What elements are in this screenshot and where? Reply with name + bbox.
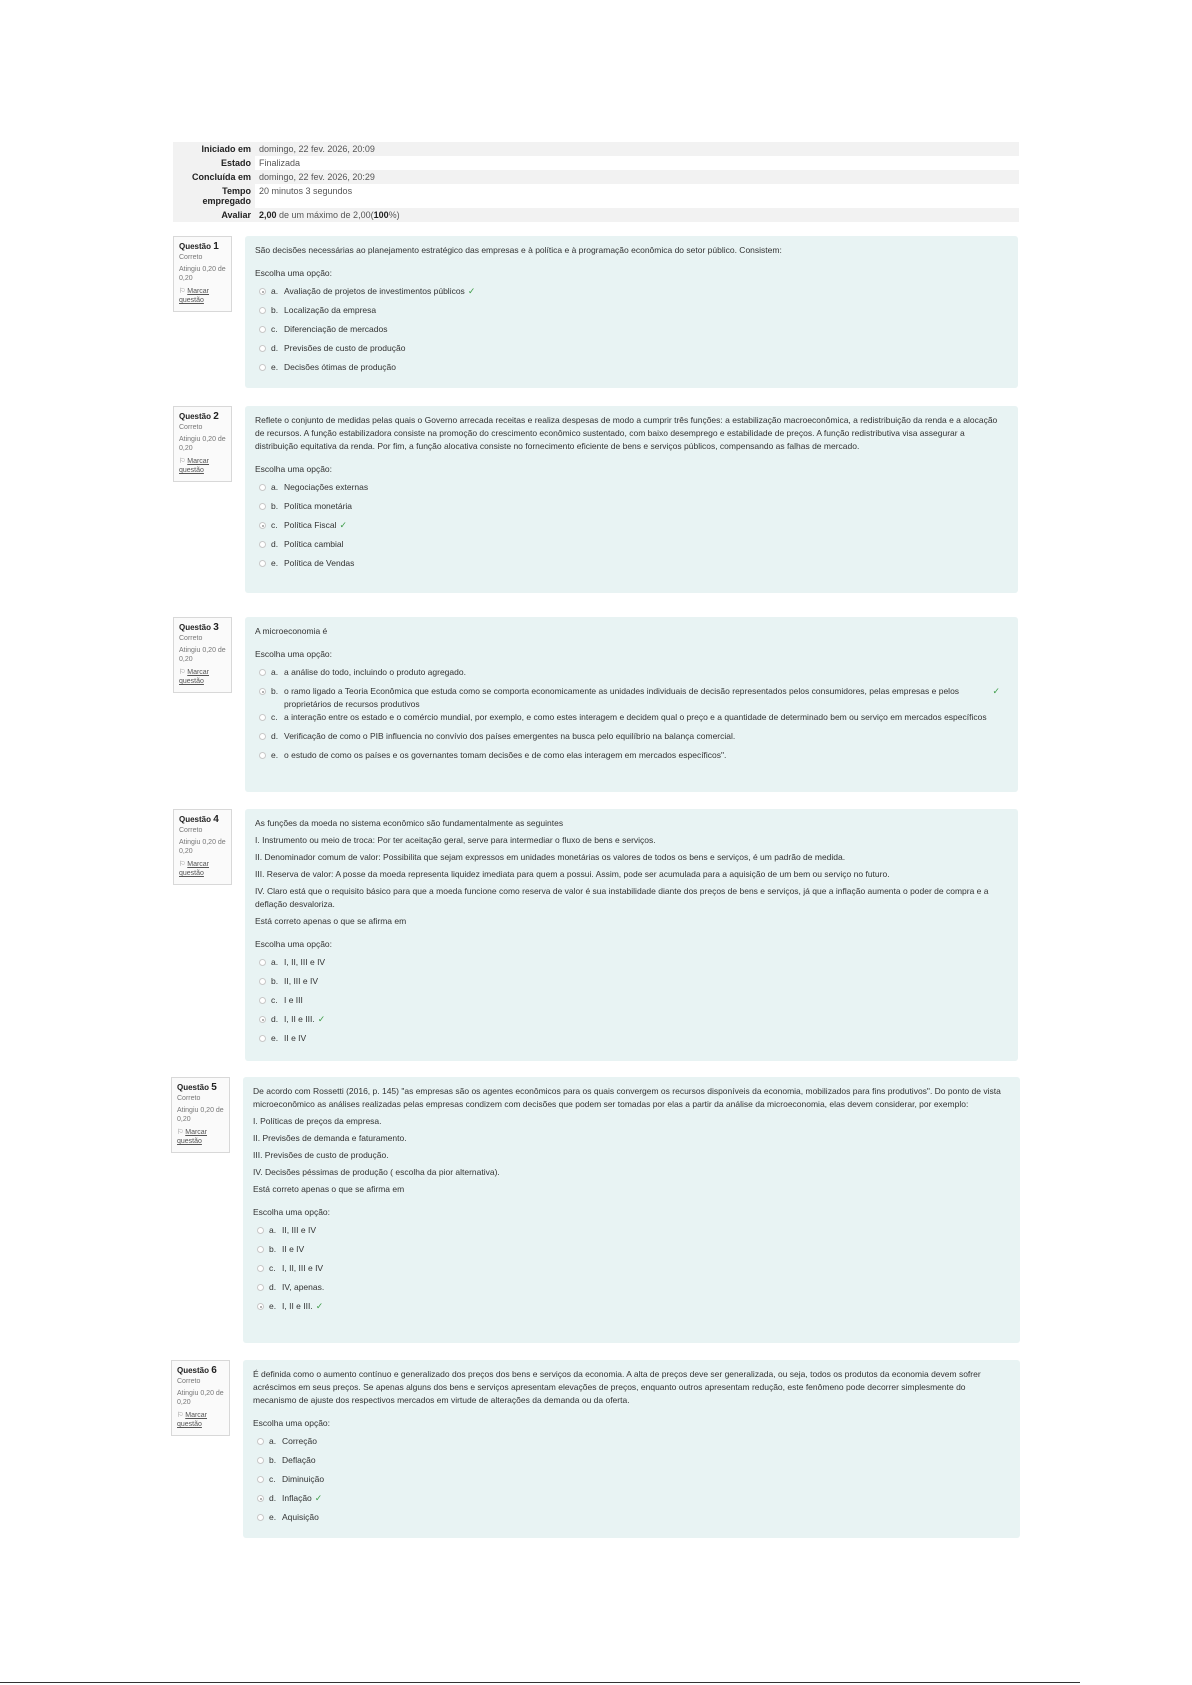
question-mark: Atingiu 0,20 de 0,20	[179, 839, 226, 855]
option-label: II, III e IV	[282, 1225, 317, 1235]
question-paragraph: De acordo com Rossetti (2016, p. 145) "as empresas são os agentes econômicos para os quais convergem os recursos disponíveis da economia, mobilizados para fins produtivos". Do ponto de vista microeconômico as análises realizadas pelas empresas condizem com decisões que podem ser tomadas por elas a partir da análise da microeconomia, elas devem considerar, por exemplo:	[253, 1086, 1001, 1109]
question-paragraph: As funções da moeda no sistema econômico são fundamentalmente as seguintes	[255, 818, 564, 828]
option-label: I e III	[284, 995, 303, 1005]
option-letter: e.	[269, 1512, 277, 1522]
flag-icon: ⚐	[177, 1412, 184, 1419]
answer-option[interactable]	[255, 304, 1008, 323]
option-text	[282, 1224, 1010, 1237]
option-label: Deflação	[282, 1455, 316, 1465]
question-word: Questão	[177, 1366, 210, 1375]
option-text	[284, 500, 1008, 513]
answer-options	[255, 285, 1008, 380]
radio-button[interactable]	[259, 307, 266, 314]
answer-prompt: Escolha uma opção:	[255, 268, 333, 278]
answer-prompt: Escolha uma opção:	[255, 649, 333, 659]
radio-button[interactable]	[257, 1476, 264, 1483]
answer-prompt: Escolha uma opção:	[255, 464, 333, 474]
question-text	[255, 625, 1008, 638]
question-number-value: 1	[213, 241, 219, 252]
attempt-summary-table	[173, 142, 1019, 222]
correct-check-icon: ✓	[314, 1493, 323, 1503]
option-label: Verificação de como o PIB influencia no convívio dos países emergentes na busca pelo equilíbrio na balança comercial.	[284, 731, 736, 741]
radio-button[interactable]	[257, 1265, 264, 1272]
option-text	[282, 1300, 1010, 1313]
flag-icon: ⚐	[179, 458, 186, 465]
radio-button[interactable]	[257, 1227, 264, 1234]
correct-check-icon: ✓	[992, 686, 1000, 696]
option-letter: c.	[271, 995, 278, 1005]
grade-percent: 100	[373, 210, 389, 220]
option-letter: a.	[271, 286, 279, 296]
radio-button[interactable]	[259, 997, 266, 1004]
option-letter: a.	[269, 1225, 277, 1235]
radio-button[interactable]	[259, 978, 266, 985]
question-info-4	[173, 809, 232, 885]
option-label: IV, apenas.	[282, 1282, 325, 1292]
question-paragraph: Está correto apenas o que se afirma em	[255, 916, 407, 926]
question-paragraph: IV. Decisões péssimas de produção ( escolha da pior alternativa).	[253, 1167, 500, 1177]
question-state: Correto	[179, 635, 203, 642]
option-letter: e.	[271, 1033, 279, 1043]
question-content-4	[245, 809, 1018, 1061]
option-letter: c.	[271, 324, 278, 334]
question-text	[253, 1085, 1010, 1196]
option-letter: d.	[269, 1282, 277, 1292]
answer-prompt: Escolha uma opção:	[253, 1418, 331, 1428]
option-label: Política Fiscal	[284, 520, 337, 530]
option-label: a interação entre os estado e o comércio mundial, por exemplo, e como estes interagem e decidem qual o preço e a quantidade de determinado bem ou serviço em mercados específicos	[284, 712, 987, 722]
question-paragraph: II. Previsões de demanda e faturamento.	[253, 1133, 407, 1143]
answer-option[interactable]	[253, 1224, 1010, 1243]
answer-option[interactable]	[253, 1243, 1010, 1262]
option-letter: e.	[269, 1301, 277, 1311]
option-letter: c.	[271, 712, 278, 722]
option-label: I, II, III e IV	[282, 1263, 324, 1273]
question-content-5	[243, 1077, 1020, 1343]
question-state: Correto	[177, 1095, 201, 1102]
question-paragraph: A microeconomia é	[255, 626, 328, 636]
option-text	[284, 956, 1008, 969]
question-paragraph: II. Denominador comum de valor: Possibilita que sejam expressos em unidades monetárias os valores de todos os bens e serviços, é um padrão de medida.	[255, 852, 846, 862]
radio-button[interactable]	[257, 1246, 264, 1253]
option-label: Decisões ótimas de produção	[284, 362, 396, 372]
correct-check-icon: ✓	[339, 520, 347, 530]
question-info-3	[173, 617, 232, 693]
option-text	[284, 730, 1008, 743]
answer-prompt: Escolha uma opção:	[253, 1207, 331, 1217]
option-text	[282, 1492, 1010, 1505]
option-letter: e.	[271, 558, 279, 568]
question-number	[177, 1083, 224, 1092]
radio-button[interactable]	[259, 326, 266, 333]
question-mark: Atingiu 0,20 de 0,20	[177, 1390, 224, 1406]
summary-label: Estado	[173, 156, 255, 170]
option-label: Política de Vendas	[284, 558, 355, 568]
question-mark: Atingiu 0,20 de 0,20	[179, 436, 226, 452]
option-text	[284, 285, 1008, 298]
radio-button[interactable]	[259, 364, 266, 371]
question-word: Questão	[179, 815, 212, 824]
question-number-value: 6	[211, 1365, 217, 1376]
question-number-value: 2	[213, 411, 219, 422]
question-text	[255, 817, 1008, 928]
question-paragraph: I. Políticas de preços da empresa.	[253, 1116, 382, 1126]
answer-option[interactable]	[255, 538, 1008, 557]
option-text	[284, 481, 1008, 494]
radio-button[interactable]	[259, 541, 266, 548]
question-number-value: 4	[213, 814, 219, 825]
option-letter: b.	[271, 305, 279, 315]
question-state: Correto	[179, 827, 203, 834]
option-letter: c.	[269, 1474, 276, 1484]
answer-options	[253, 1435, 1010, 1530]
question-word: Questão	[179, 412, 212, 421]
question-text	[253, 1368, 1010, 1407]
radio-button[interactable]	[259, 484, 266, 491]
flag-question-link[interactable]	[179, 668, 226, 686]
flag-question-label[interactable]: Marcar questão	[179, 861, 210, 877]
option-label: Política monetária	[284, 501, 353, 511]
summary-value: domingo, 22 fev. 2026, 20:29	[255, 170, 1019, 184]
answer-option[interactable]	[255, 500, 1008, 519]
question-paragraph: I. Instrumento ou meio de troca: Por ter aceitação geral, serve para intermediar o fluxo de bens e serviços.	[255, 835, 656, 845]
question-mark: Atingiu 0,20 de 0,20	[179, 647, 226, 663]
question-paragraph: IV. Claro está que o requisito básico para que a moeda funcione como reserva de valor é sua instabilidade diante dos preços de bens e serviços, já que a inflação aumenta o poder de compra e a deflação desvaloriza.	[255, 886, 989, 909]
answer-option[interactable]	[255, 361, 1008, 380]
radio-button[interactable]	[259, 288, 266, 295]
option-label: I, II, III e IV	[284, 957, 326, 967]
option-label: Correção	[282, 1436, 317, 1446]
answer-option[interactable]	[255, 519, 1008, 538]
option-label: Política cambial	[284, 539, 344, 549]
flag-question-label[interactable]: Marcar questão	[179, 458, 210, 474]
question-text	[255, 414, 1008, 453]
question-word: Questão	[177, 1083, 210, 1092]
summary-label: Iniciado em	[173, 142, 255, 156]
answer-option[interactable]	[253, 1281, 1010, 1300]
option-letter: a.	[269, 1436, 277, 1446]
answer-option[interactable]	[253, 1473, 1010, 1492]
question-mark: Atingiu 0,20 de 0,20	[179, 266, 226, 282]
question-mark: Atingiu 0,20 de 0,20	[177, 1107, 224, 1123]
answer-option[interactable]	[255, 749, 1008, 768]
summary-label: Tempo empregado	[173, 184, 255, 208]
summary-value: 20 minutos 3 segundos	[259, 186, 353, 196]
flag-icon: ⚐	[179, 288, 186, 295]
answer-option[interactable]	[255, 956, 1008, 975]
answer-options	[255, 666, 1008, 768]
answer-option[interactable]	[253, 1300, 1010, 1319]
question-number-value: 5	[211, 1082, 217, 1093]
question-word: Questão	[179, 623, 212, 632]
question-content-3	[245, 617, 1018, 792]
option-label: I, II e III.	[284, 1014, 315, 1024]
option-label: Diferenciação de mercados	[284, 324, 388, 334]
question-number	[179, 242, 226, 251]
question-state: Correto	[179, 254, 203, 261]
option-letter: b.	[271, 686, 279, 696]
question-state: Correto	[179, 424, 203, 431]
summary-row-time	[173, 184, 1019, 208]
question-state: Correto	[177, 1378, 201, 1385]
correct-check-icon: ✓	[467, 286, 476, 296]
option-letter: b.	[271, 976, 279, 986]
answer-option[interactable]	[255, 557, 1008, 576]
option-text	[284, 519, 1008, 532]
option-text	[282, 1262, 1010, 1275]
grade-end: %)	[388, 210, 400, 220]
flag-question-label[interactable]: Marcar questão	[179, 669, 210, 685]
question-content-6	[243, 1360, 1020, 1538]
option-letter: b.	[271, 501, 279, 511]
flag-question-link[interactable]	[179, 860, 226, 878]
correct-check-icon: ✓	[317, 1014, 326, 1024]
flag-icon: ⚐	[177, 1129, 184, 1136]
question-info-2	[173, 406, 232, 482]
summary-row-grade	[173, 208, 1019, 222]
radio-button[interactable]	[259, 1035, 266, 1042]
option-text	[282, 1243, 1010, 1256]
answer-option[interactable]	[255, 481, 1008, 500]
option-text	[284, 1013, 1008, 1026]
option-letter: a.	[271, 482, 279, 492]
answer-option[interactable]	[255, 994, 1008, 1013]
question-number	[179, 412, 226, 421]
flag-question-label[interactable]: Marcar questão	[177, 1129, 208, 1145]
answer-option[interactable]	[253, 1511, 1010, 1530]
grade-max: de um máximo de 2,00(	[276, 210, 374, 220]
option-label: II, III e IV	[284, 976, 319, 986]
option-label: Previsões de custo de produção	[284, 343, 406, 353]
option-text	[284, 975, 1008, 988]
option-text	[284, 323, 1008, 336]
option-text	[282, 1281, 1010, 1294]
option-label: Inflação	[282, 1493, 312, 1503]
radio-button[interactable]	[257, 1457, 264, 1464]
flag-question-link[interactable]	[177, 1411, 224, 1429]
radio-button[interactable]	[259, 959, 266, 966]
question-info-1	[173, 236, 232, 312]
option-label: Aquisição	[282, 1512, 319, 1522]
summary-value	[255, 208, 1019, 222]
answer-option[interactable]	[255, 975, 1008, 994]
radio-button[interactable]	[257, 1303, 264, 1310]
radio-button[interactable]	[257, 1514, 264, 1521]
answer-option[interactable]	[255, 342, 1008, 361]
option-text	[284, 994, 1008, 1007]
question-number	[177, 1366, 224, 1375]
answer-options	[255, 481, 1008, 576]
option-letter: a.	[271, 667, 279, 677]
summary-value: domingo, 22 fev. 2026, 20:09	[255, 142, 1019, 156]
flag-question-label[interactable]: Marcar questão	[177, 1412, 208, 1428]
question-number-value: 3	[213, 622, 219, 633]
option-label: a análise do todo, incluindo o produto agregado.	[284, 667, 466, 677]
option-text	[284, 666, 1008, 679]
summary-value: Finalizada	[259, 158, 301, 168]
grade-value: 2,00	[259, 210, 277, 220]
radio-button[interactable]	[259, 733, 266, 740]
answer-option[interactable]	[255, 685, 1008, 711]
answer-option[interactable]	[255, 285, 1008, 304]
option-letter: d.	[271, 343, 279, 353]
option-label: Localização da empresa	[284, 305, 377, 315]
question-text	[255, 244, 1008, 257]
question-info-5	[171, 1077, 230, 1153]
option-letter: d.	[271, 731, 279, 741]
radio-button[interactable]	[259, 522, 266, 529]
option-text	[282, 1473, 1010, 1486]
question-number	[179, 623, 226, 632]
answer-option[interactable]	[255, 666, 1008, 685]
answer-option[interactable]	[253, 1492, 1010, 1511]
option-label: I, II e III.	[282, 1301, 313, 1311]
question-number	[179, 815, 226, 824]
answer-options	[253, 1224, 1010, 1319]
radio-button[interactable]	[259, 714, 266, 721]
summary-label: Avaliar	[173, 208, 255, 222]
flag-icon: ⚐	[179, 669, 186, 676]
option-text	[282, 1511, 1010, 1524]
question-paragraph: Reflete o conjunto de medidas pelas quais o Governo arrecada receitas e realiza despesas de modo a cumprir três funções: a estabilização macroeconômica, a redistribuição da renda e a alocação de recursos. A função estabilizadora consiste na promoção do crescimento econômico sustentado, com baixo desemprego e estabilidade de preços. A função redistributiva visa assegurar a distribuição equitativa da renda. Por fim, a função alocativa consiste no fornecimento eficiente de bens e serviços públicos, compensando as falhas de mercado.	[255, 415, 998, 451]
answer-options	[255, 956, 1008, 1051]
question-paragraph: III. Previsões de custo de produção.	[253, 1150, 389, 1160]
option-text	[284, 538, 1008, 551]
answer-option[interactable]	[255, 711, 1008, 730]
option-letter: c.	[269, 1263, 276, 1273]
question-info-6	[171, 1360, 230, 1436]
option-text	[284, 361, 1008, 374]
summary-label: Concluída em	[173, 170, 255, 184]
option-label: o ramo ligado a Teoria Econômica que estuda como se comporta economicamente as unidades individuais de decisão representados pelos consumidores, pelas empresas e pelos proprietários de recursos produtivos	[284, 686, 960, 709]
answer-option[interactable]	[255, 323, 1008, 342]
option-letter: d.	[271, 539, 279, 549]
flag-question-label[interactable]: Marcar questão	[179, 288, 210, 304]
option-letter: a.	[271, 957, 279, 967]
answer-prompt: Escolha uma opção:	[255, 939, 333, 949]
question-paragraph: É definida como o aumento contínuo e generalizado dos preços dos bens e serviços da economia. A alta de preços deve ser generalizada, ou seja, todos os produtos da economia devem sofrer acréscimos em seus preços. Se apenas alguns dos bens e serviços apresentam elevações de preços, enquanto outros apresentam redução, este fenômeno pode decorrer simplesmente do mecanismo de ajuste dos respectivos mercados em virtude de alterações da demanda ou da oferta.	[253, 1369, 981, 1405]
flag-icon: ⚐	[179, 861, 186, 868]
radio-button[interactable]	[257, 1438, 264, 1445]
correct-check-icon: ✓	[315, 1301, 324, 1311]
question-paragraph: São decisões necessárias ao planejamento estratégico das empresas e à política e à programação econômica do setor público. Consistem:	[255, 245, 782, 255]
flag-question-link[interactable]	[179, 457, 226, 475]
radio-button[interactable]	[259, 752, 266, 759]
answer-option[interactable]	[253, 1454, 1010, 1473]
option-text	[284, 557, 1008, 570]
flag-question-link[interactable]	[179, 287, 226, 305]
option-text	[284, 342, 1008, 355]
option-text	[284, 304, 1008, 317]
option-text	[284, 749, 1008, 762]
option-letter: d.	[269, 1493, 277, 1503]
option-text	[282, 1454, 1010, 1467]
option-letter: e.	[271, 362, 279, 372]
option-label: II e IV	[282, 1244, 305, 1254]
radio-button[interactable]	[259, 688, 266, 695]
answer-option[interactable]	[253, 1435, 1010, 1454]
option-label: Avaliação de projetos de investimentos públicos	[284, 286, 465, 296]
option-text	[282, 1435, 1010, 1448]
summary-row-completed	[173, 170, 1019, 184]
flag-question-link[interactable]	[177, 1128, 224, 1146]
question-paragraph: III. Reserva de valor: A posse da moeda representa liquidez imediata para quem a possui. Assim, pode ser acumulada para a aquisição de um bem ou serviço no futuro.	[255, 869, 890, 879]
summary-row-started	[173, 142, 1019, 156]
option-label: Negociações externas	[284, 482, 369, 492]
radio-button[interactable]	[259, 669, 266, 676]
page-bottom-divider	[0, 1682, 1080, 1683]
option-label: Diminuição	[282, 1474, 325, 1484]
answer-option[interactable]	[255, 730, 1008, 749]
option-letter: b.	[269, 1244, 277, 1254]
question-paragraph: Está correto apenas o que se afirma em	[253, 1184, 405, 1194]
option-letter: b.	[269, 1455, 277, 1465]
question-word: Questão	[179, 242, 212, 251]
radio-button[interactable]	[257, 1495, 264, 1502]
option-text	[284, 685, 1008, 711]
option-label: o estudo de como os países e os governantes tomam decisões e de como elas interagem em mercados específicos".	[284, 750, 727, 760]
radio-button[interactable]	[259, 1016, 266, 1023]
question-content-2	[245, 406, 1018, 593]
option-label: II e IV	[284, 1033, 307, 1043]
option-letter: d.	[271, 1014, 279, 1024]
option-text	[284, 711, 1008, 724]
radio-button[interactable]	[257, 1284, 264, 1291]
radio-button[interactable]	[259, 560, 266, 567]
option-text	[284, 1032, 1008, 1045]
answer-option[interactable]	[255, 1032, 1008, 1051]
radio-button[interactable]	[259, 345, 266, 352]
radio-button[interactable]	[259, 503, 266, 510]
answer-option[interactable]	[253, 1262, 1010, 1281]
summary-row-state	[173, 156, 1019, 170]
option-letter: c.	[271, 520, 278, 530]
option-letter: e.	[271, 750, 279, 760]
question-content-1	[245, 236, 1018, 388]
answer-option[interactable]	[255, 1013, 1008, 1032]
